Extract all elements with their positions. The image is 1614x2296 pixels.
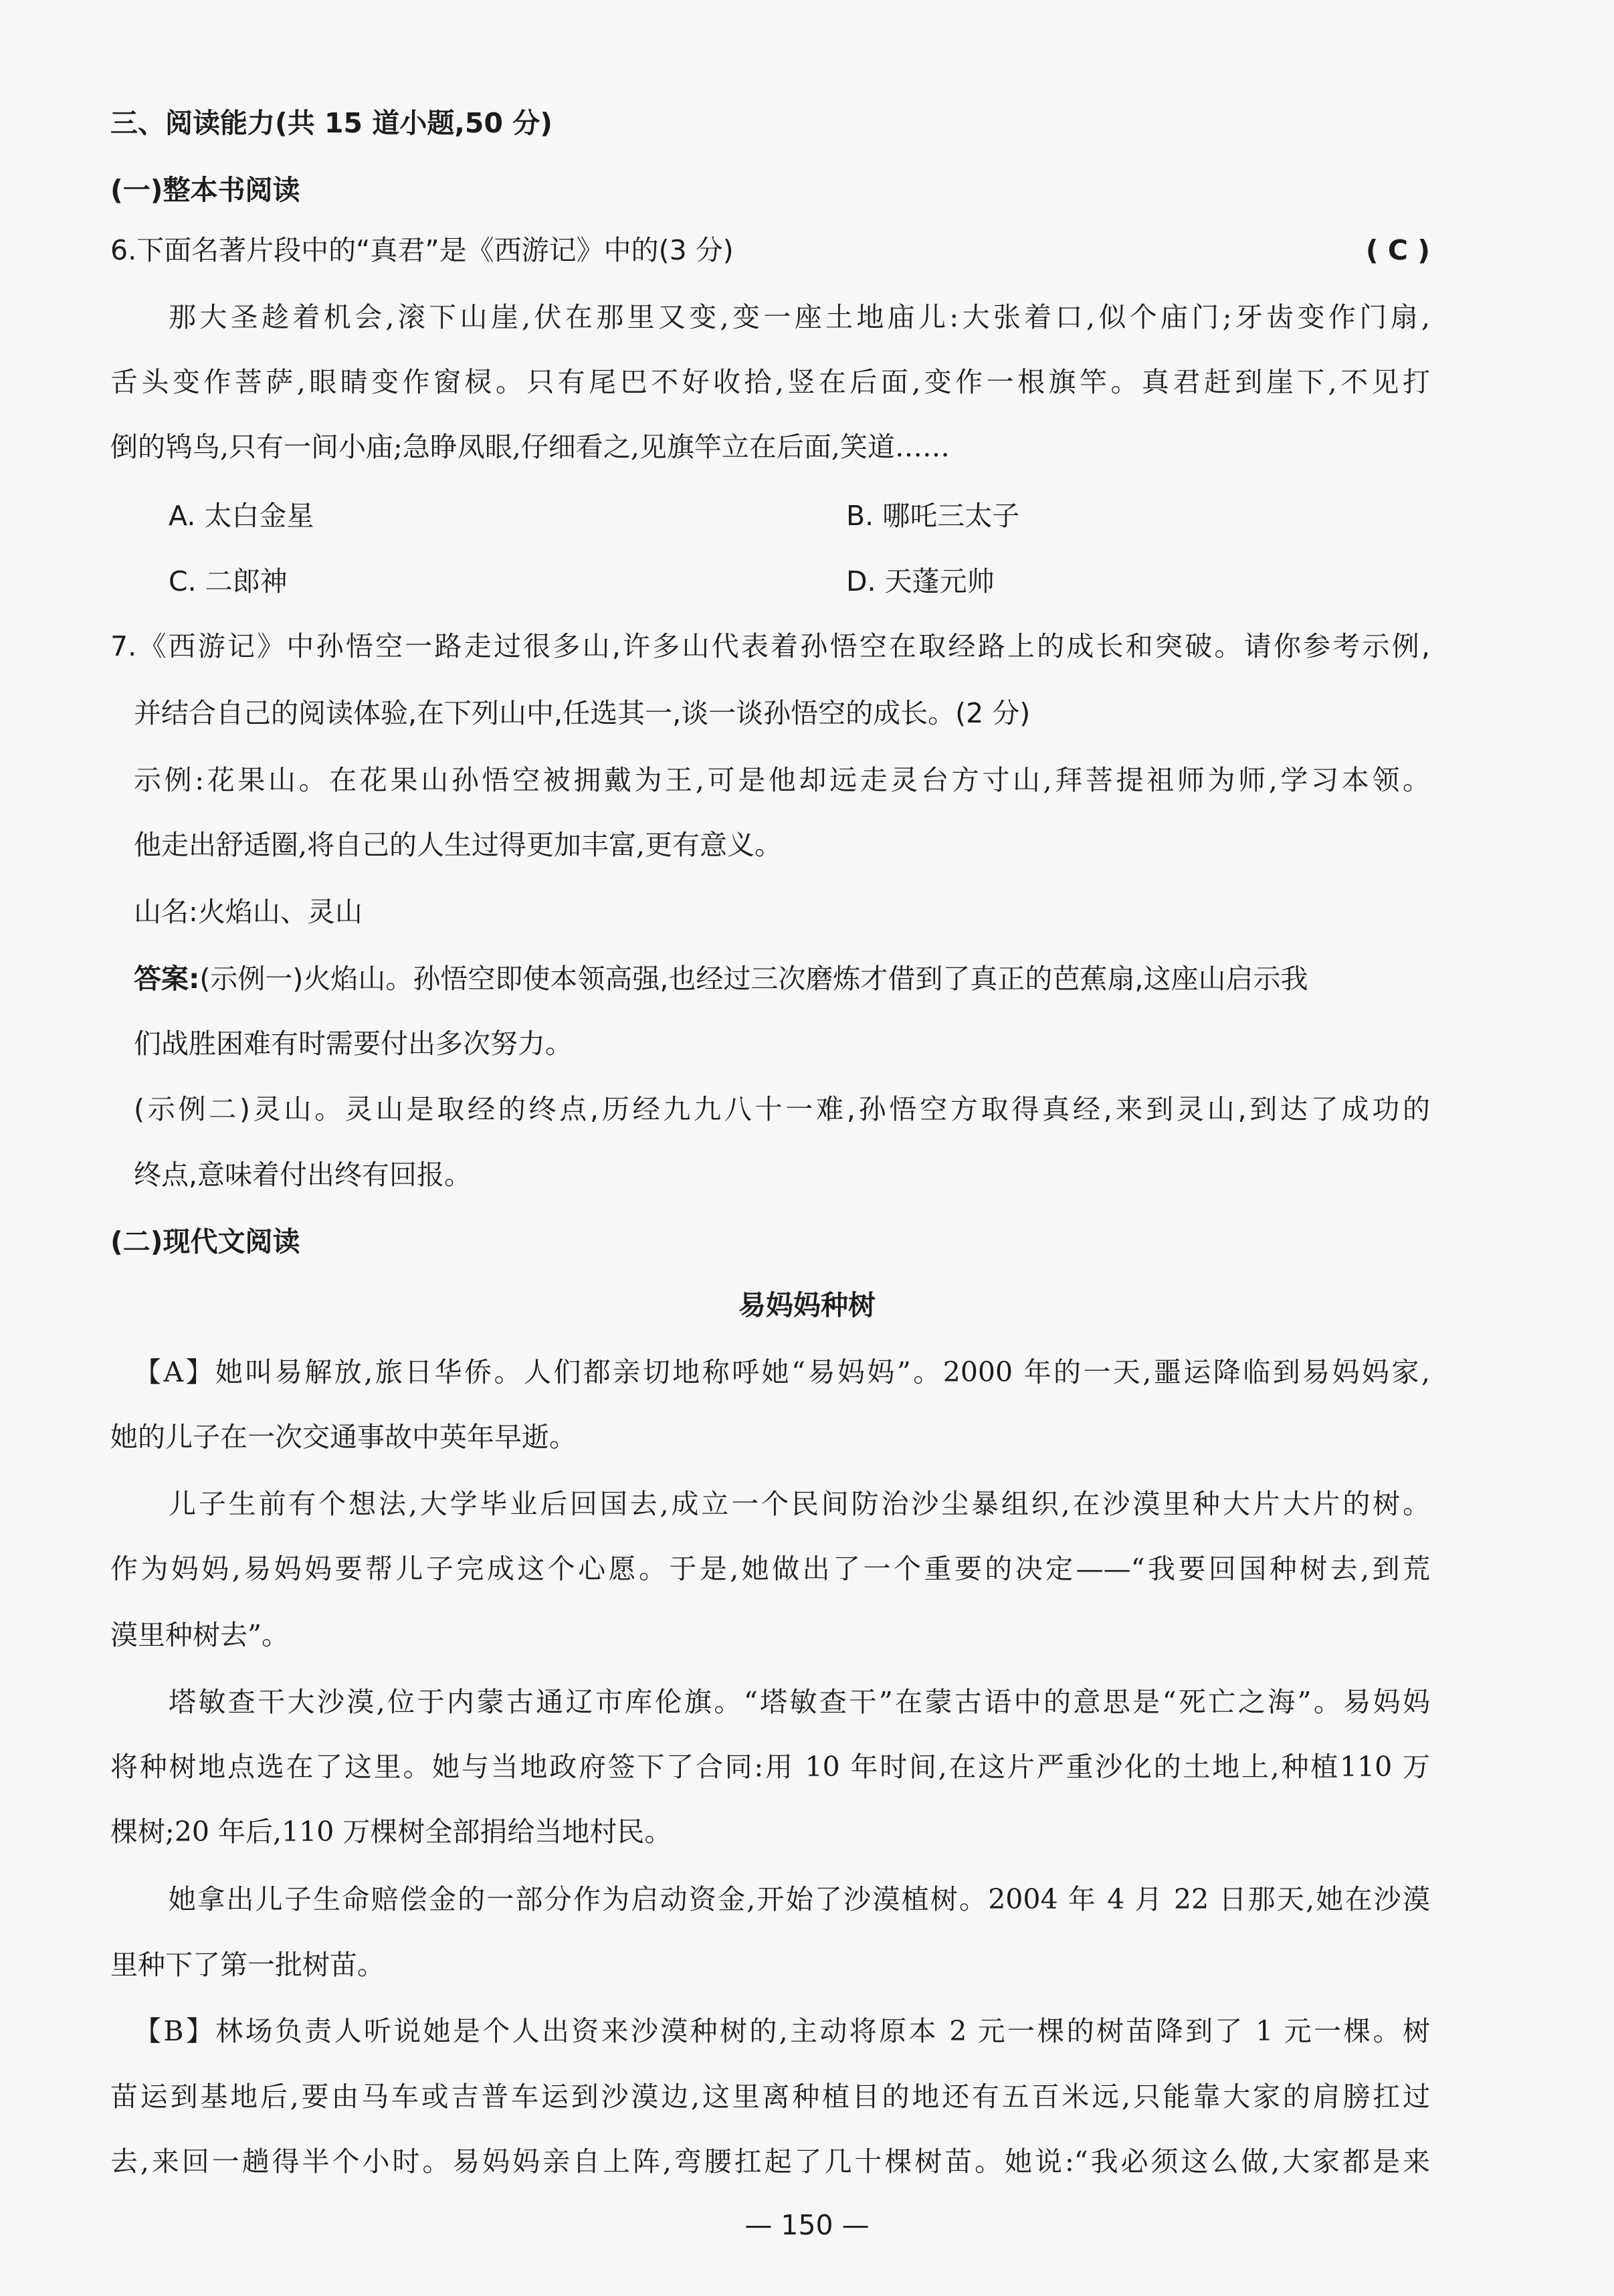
q7-example-line: 示例:花果山。在花果山孙悟空被拥戴为王,可是他却远走灵台方寸山,拜菩提祖师为师,学习本领。 (134, 764, 1430, 796)
article-line: 棵树;20 年后,110 万棵树全部捐给当地村民。 (110, 1816, 672, 1848)
article-line: 【B】林场负责人听说她是个人出资来沙漠种树的,主动将原本 2 元一棵的树苗降到了 1 元一棵。树 (134, 2015, 1430, 2047)
q7-mountains: 山名:火焰山、灵山 (134, 896, 363, 928)
q7-answer-line: (示例二)灵山。灵山是取经的终点,历经九九八十一难,孙悟空方取得真经,来到灵山,到达了成功的 (134, 1093, 1430, 1125)
q6-passage-line: 那大圣趁着机会,滚下山崖,伏在那里又变,变一座土地庙儿:大张着口,似个庙门;牙齿变作门扇, (169, 301, 1430, 333)
article-line: 里种下了第一批树苗。 (110, 1949, 385, 1981)
q6-option-c: C. 二郎神 (169, 565, 288, 597)
section-title: 三、阅读能力(共 15 道小题,50 分) (110, 107, 552, 139)
q7-answer-line (134, 961, 1430, 996)
q6-option-b: B. 哪吒三太子 (846, 500, 1020, 532)
q6-option-a: A. 太白金星 (169, 500, 314, 532)
article-line: 去,来回一趟得半个小时。易妈妈亲自上阵,弯腰扛起了几十棵树苗。她说:“我必须这么做,大家都是来 (110, 2145, 1430, 2178)
answer-label: 答案: (134, 963, 200, 995)
article-line: 漠里种树去”。 (110, 1619, 289, 1651)
q6-passage-line: 舌头变作菩萨,眼睛变作窗棂。只有尾巴不好收拾,竖在后面,变作一根旗竿。真君赶到崖下,不见打 (110, 366, 1430, 398)
article-line: 将种树地点选在了这里。她与当地政府签下了合同:用 10 年时间,在这片严重沙化的土地上,种植110 万 (110, 1751, 1430, 1783)
q6-option-d: D. 天蓬元帅 (846, 565, 995, 597)
q6-passage-line: 倒的鸨鸟,只有一间小庙;急睁凤眼,仔细看之,见旗竿立在后面,笑道…… (110, 431, 950, 463)
q7-stem-line: 并结合自己的阅读体验,在下列山中,任选其一,谈一谈孙悟空的成长。(2 分) (134, 697, 1031, 729)
article-line: 儿子生前有个想法,大学毕业后回国去,成立一个民间防治沙尘暴组织,在沙漠里种大片大片的树。 (169, 1488, 1430, 1520)
part2-title: (二)现代文阅读 (110, 1226, 300, 1258)
article-line: 她的儿子在一次交通事故中英年早逝。 (110, 1421, 577, 1453)
q7-example-line: 他走出舒适圈,将自己的人生过得更加丰富,更有意义。 (134, 829, 783, 861)
q7-answer-line: 终点,意味着付出终有回报。 (134, 1159, 472, 1191)
article-line: 她拿出儿子生命赔偿金的一部分作为启动资金,开始了沙漠植树。2004 年 4 月 22 日那天,她在沙漠 (169, 1883, 1430, 1915)
q6-answer: ( C ) (1365, 234, 1430, 266)
q7-stem-line: 7.《西游记》中孙悟空一路走过很多山,许多山代表着孙悟空在取经路上的成长和突破。请你参考示例, (110, 630, 1430, 662)
article-line: 塔敏查干大沙漠,位于内蒙古通辽市库伦旗。“塔敏查干”在蒙古语中的意思是“死亡之海”。易妈妈 (169, 1686, 1430, 1718)
q6-stem: 6.下面名著片段中的“真君”是《西游记》中的(3 分) (110, 234, 734, 266)
article-title: 易妈妈种树 (738, 1289, 876, 1321)
page-number: — 150 — (744, 2209, 870, 2241)
article-line: 【A】她叫易解放,旅日华侨。人们都亲切地称呼她“易妈妈”。2000 年的一天,噩运降临到易妈妈家, (134, 1356, 1430, 1388)
article-line: 作为妈妈,易妈妈要帮儿子完成这个心愿。于是,她做出了一个重要的决定——“我要回国种树去,到荒 (110, 1553, 1430, 1585)
part1-title: (一)整本书阅读 (110, 174, 300, 206)
article-line: 苗运到基地后,要由马车或吉普车运到沙漠边,这里离种植目的地还有五百米远,只能靠大家的肩膀扛过 (110, 2081, 1430, 2113)
q7-answer-line: 们战胜困难有时需要付出多次努力。 (134, 1028, 573, 1060)
answer-text: (示例一)火焰山。孙悟空即使本领高强,也经过三次磨炼才借到了真正的芭蕉扇,这座山启示我 (199, 963, 1308, 995)
